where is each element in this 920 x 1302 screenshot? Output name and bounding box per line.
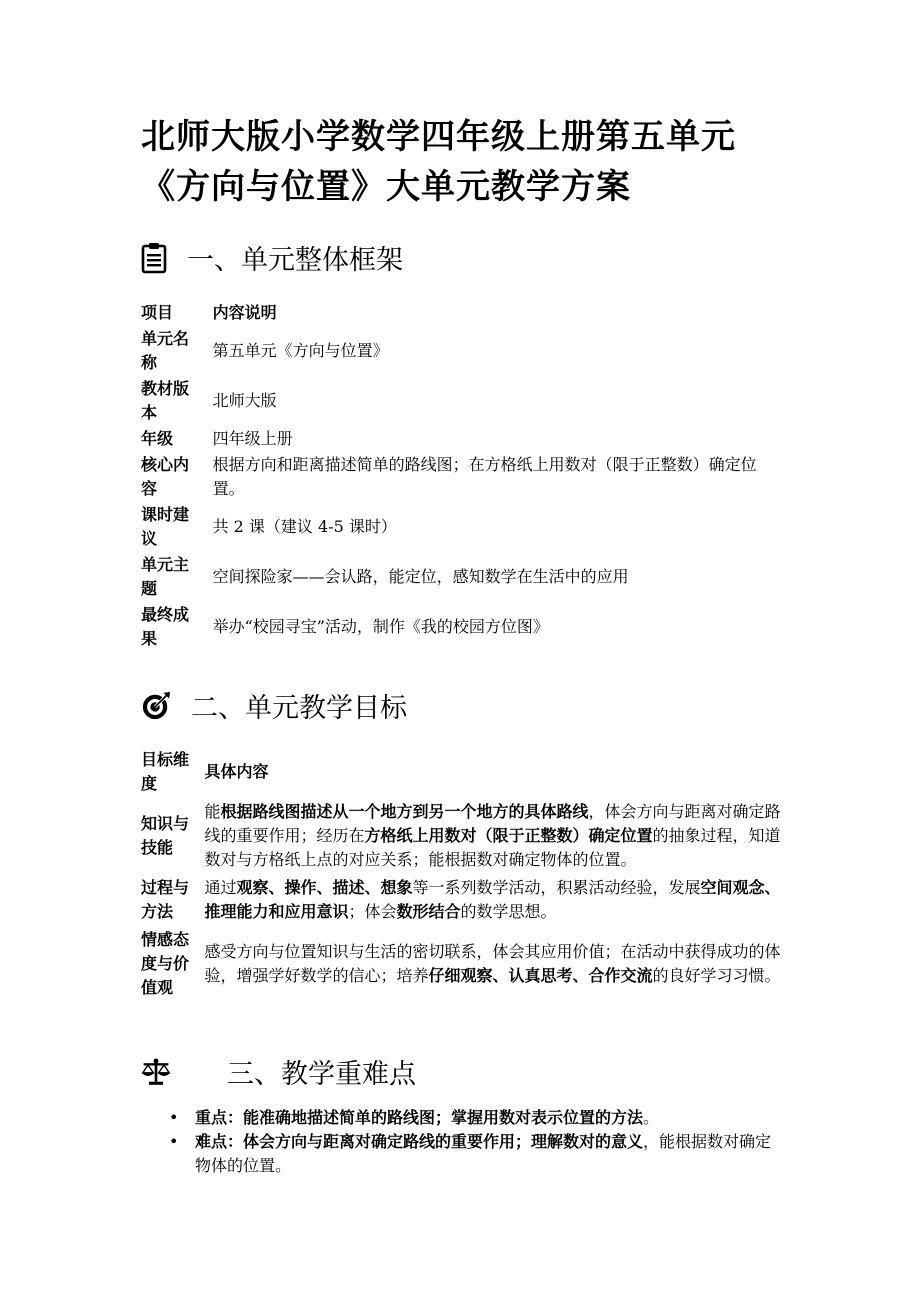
table-header-row [141, 746, 781, 798]
row-key: 过程与方法 [141, 878, 190, 921]
row-key: 课时建议 [141, 505, 190, 548]
row-key: 情感态度与价值观 [141, 930, 190, 997]
row-value: 感受方向与位置知识与生活的密切联系，体会其应用价值；在活动中获得成功的体验，增强学好数学的信心；培养仔细观察、认真思考、合作交流的良好学习习惯。 [204, 942, 781, 985]
table-row [141, 552, 781, 602]
scale-icon [141, 1055, 171, 1089]
row-key: 教材版本 [141, 379, 190, 422]
row-key: 核心内容 [141, 455, 190, 498]
document-title [141, 112, 781, 212]
row-key: 单元名称 [141, 329, 190, 372]
section-2-title: 二、单元教学目标 [191, 693, 407, 724]
key-points-list [141, 1106, 785, 1178]
title-line-2: 《方向与位置》大单元教学方案 [141, 167, 631, 207]
row-key: 单元主题 [141, 555, 190, 598]
table-row [141, 376, 781, 426]
row-value: 通过观察、操作、描述、想象等一系列数学活动，积累活动经验，发展空间观念、推理能力和应用意识；体会数形结合的数学思想。 [204, 878, 781, 921]
list-item: • 难点：体会方向与距离对确定路线的重要作用；理解数对的意义，能根据数对确定物体的位置。 [195, 1130, 785, 1178]
table-row [141, 502, 781, 552]
section-3-heading [141, 1052, 416, 1091]
row-value: 四年级上册 [212, 429, 293, 448]
header-item: 项目 [141, 303, 174, 322]
row-value: 能根据路线图描述从一个地方到另一个地方的具体路线，体会方向与距离对确定路线的重要作用；经历在方格纸上用数对（限于正整数）确定位置的抽象过程，知道数对与方格纸上点的对应关系；能根据数对确定物体的位置。 [204, 802, 781, 869]
table-row [141, 602, 781, 652]
target-icon [141, 689, 171, 723]
table-row [141, 326, 781, 376]
table-row [141, 426, 781, 452]
framework-table [141, 300, 781, 652]
section-3-title: 三、教学重难点 [227, 1059, 416, 1090]
row-value: 共 2 课（建议 4-5 课时） [212, 517, 397, 536]
row-value: 举办“校园寻宝”活动，制作《我的校园方位图》 [212, 617, 549, 636]
row-value: 空间探险家——会认路，能定位，感知数学在生活中的应用 [212, 567, 629, 586]
table-row [141, 798, 781, 874]
header-content: 具体内容 [204, 762, 269, 781]
header-description: 内容说明 [212, 303, 277, 322]
table-row [141, 874, 781, 926]
row-key: 知识与技能 [141, 814, 190, 857]
title-line-1: 北师大版小学数学四年级上册第五单元 [141, 117, 736, 157]
row-value: 第五单元《方向与位置》 [212, 341, 389, 360]
table-row [141, 452, 781, 502]
table-row [141, 926, 781, 1002]
section-1-heading [141, 238, 403, 277]
section-1-title: 一、单元整体框架 [187, 245, 403, 276]
row-value: 根据方向和距离描述简单的路线图；在方格纸上用数对（限于正整数）确定位置。 [212, 455, 757, 498]
objectives-table [141, 746, 781, 1002]
list-item: • 重点：能准确地描述简单的路线图；掌握用数对表示位置的方法。 [195, 1106, 785, 1130]
header-dimension: 目标维度 [141, 750, 190, 793]
clipboard-icon [141, 241, 171, 275]
row-key: 年级 [141, 429, 174, 448]
row-key: 最终成果 [141, 605, 190, 648]
table-header-row [141, 300, 781, 326]
row-value: 北师大版 [212, 391, 277, 410]
section-2-heading [141, 686, 407, 725]
